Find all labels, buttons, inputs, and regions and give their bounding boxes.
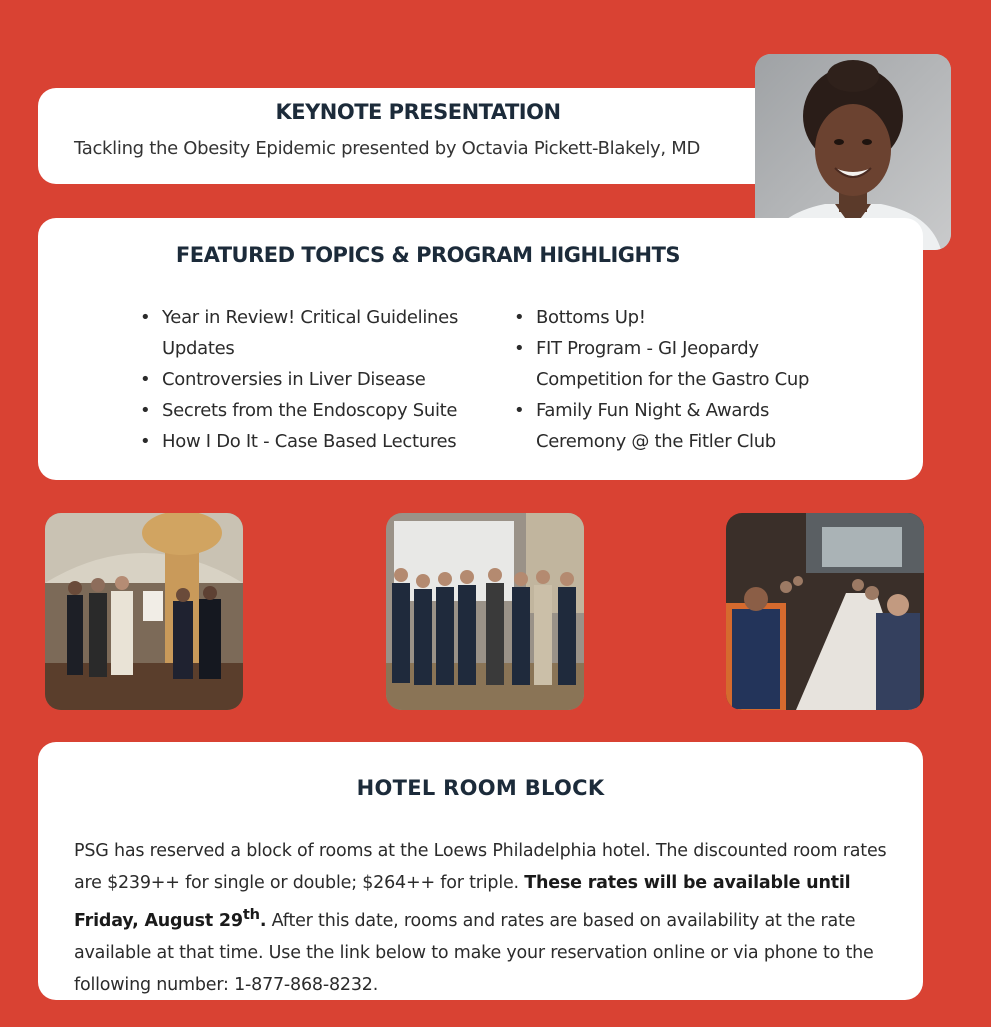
keynote-card (38, 88, 798, 184)
hotel-deadline-text: These rates will be available until Friday, August 29 (74, 873, 851, 931)
hotel-text-details: After this date, rooms and rates are based on availability at the rate available at that time. Use the link below to make your reservation online or via phone to the following number: 1-877-868-8232. (74, 910, 874, 995)
list-item: • Family Fun Night & Awards Ceremony @ the Fitler Club (512, 395, 852, 457)
list-item: • Bottoms Up! (512, 302, 852, 333)
hotel-deadline-sup: th (242, 906, 260, 923)
hotel-description (74, 835, 904, 1001)
list-item: • Secrets from the Endoscopy Suite (138, 395, 488, 426)
topics-left-list (138, 302, 488, 457)
keynote-title: KEYNOTE PRESENTATION (275, 100, 561, 124)
event-photo-lobby (45, 513, 243, 710)
event-photo-dinner (726, 513, 924, 710)
topics-right-list (512, 302, 852, 457)
list-item: • Year in Review! Critical Guidelines Updates (138, 302, 488, 364)
topics-title: FEATURED TOPICS & PROGRAM HIGHLIGHTS (175, 243, 681, 267)
topics-card (38, 218, 923, 480)
hotel-deadline-end: . (259, 910, 267, 931)
hotel-title: HOTEL ROOM BLOCK (356, 776, 605, 800)
list-item: • How I Do It - Case Based Lectures (138, 426, 488, 457)
list-item: • FIT Program - GI Jeopardy Competition for the Gastro Cup (512, 333, 852, 395)
hotel-text-intro: PSG has reserved a block of rooms at the Loews Philadelphia hotel. The discounted room rates are $239++ for single or double; $264++ for triple. (74, 841, 887, 893)
list-item: • Controversies in Liver Disease (138, 364, 488, 395)
keynote-subtitle: Tackling the Obesity Epidemic presented by Octavia Pickett-Blakely, MD (74, 138, 701, 159)
hotel-card (38, 742, 923, 1000)
event-photo-group (386, 513, 584, 710)
